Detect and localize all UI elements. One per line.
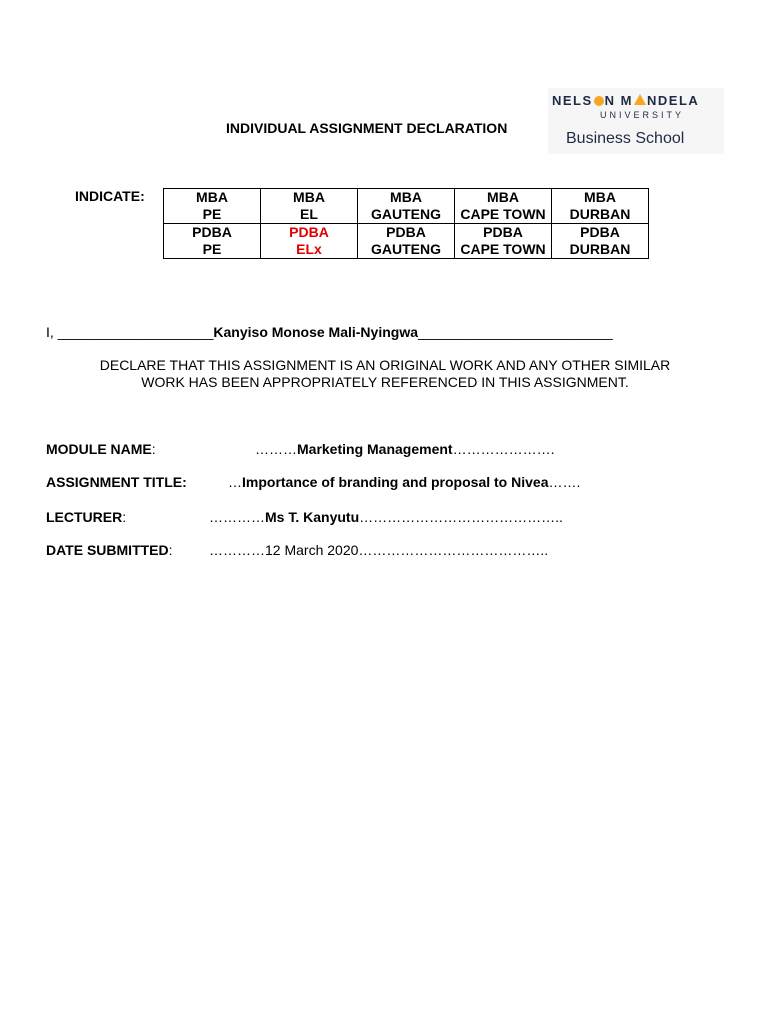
sun-icon	[594, 96, 604, 106]
indicate-label: INDICATE:	[75, 188, 145, 204]
module-name-field	[46, 441, 555, 457]
program-cell: MBA PE	[164, 189, 261, 224]
program-table	[163, 188, 649, 259]
declarant-prefix: I, ____________________	[46, 324, 214, 340]
field-label: MODULE NAME	[46, 441, 152, 457]
assignment-title-field	[46, 474, 581, 490]
program-cell: MBA DURBAN	[552, 189, 649, 224]
field-label: LECTURER	[46, 509, 123, 525]
program-cell: PDBA CAPE TOWN	[455, 224, 552, 259]
program-cell: MBA EL	[261, 189, 358, 224]
program-cell: PDBA DURBAN	[552, 224, 649, 259]
field-colon: :	[122, 509, 127, 525]
field-value: ………Marketing Management………………….	[255, 441, 555, 457]
program-cell-selected: PDBA ELx	[261, 224, 358, 259]
declaration-line: WORK HAS BEEN APPROPRIATELY REFERENCED IN THIS ASSIGNMENT.	[141, 374, 629, 390]
field-value: …Importance of branding and proposal to Nivea…….	[228, 474, 581, 490]
table-row	[164, 224, 649, 259]
field-value: …………12 March 2020…………………………………..	[209, 542, 549, 558]
program-cell: PDBA GAUTENG	[358, 224, 455, 259]
declaration-line: DECLARE THAT THIS ASSIGNMENT IS AN ORIGINAL WORK AND ANY OTHER SIMILAR	[99, 357, 671, 373]
field-label: ASSIGNMENT TITLE:	[46, 474, 187, 490]
table-row	[164, 189, 649, 224]
date-submitted-field	[46, 542, 549, 558]
declarant-name: Kanyiso Monose Mali-Nyingwa	[213, 324, 418, 340]
page-title: INDIVIDUAL ASSIGNMENT DECLARATION	[226, 120, 508, 136]
triangle-icon	[634, 94, 646, 105]
university-logo	[548, 88, 724, 154]
field-colon: :	[168, 542, 173, 558]
logo-business-school-text: Business School	[566, 130, 685, 147]
field-label: DATE SUBMITTED	[46, 542, 169, 558]
declarant-line	[46, 324, 613, 340]
lecturer-field	[46, 509, 563, 525]
declarant-suffix: _________________________	[418, 324, 613, 340]
field-colon: :	[151, 441, 156, 457]
program-cell: MBA GAUTENG	[358, 189, 455, 224]
program-cell: PDBA PE	[164, 224, 261, 259]
logo-university-text: UNIVERSITY	[600, 110, 685, 120]
program-cell: MBA CAPE TOWN	[455, 189, 552, 224]
field-value: …………Ms T. Kanyutu……………………………………..	[209, 509, 563, 525]
declaration-text	[46, 357, 724, 391]
logo-wordmark: NELS N M NDELA	[552, 93, 700, 108]
